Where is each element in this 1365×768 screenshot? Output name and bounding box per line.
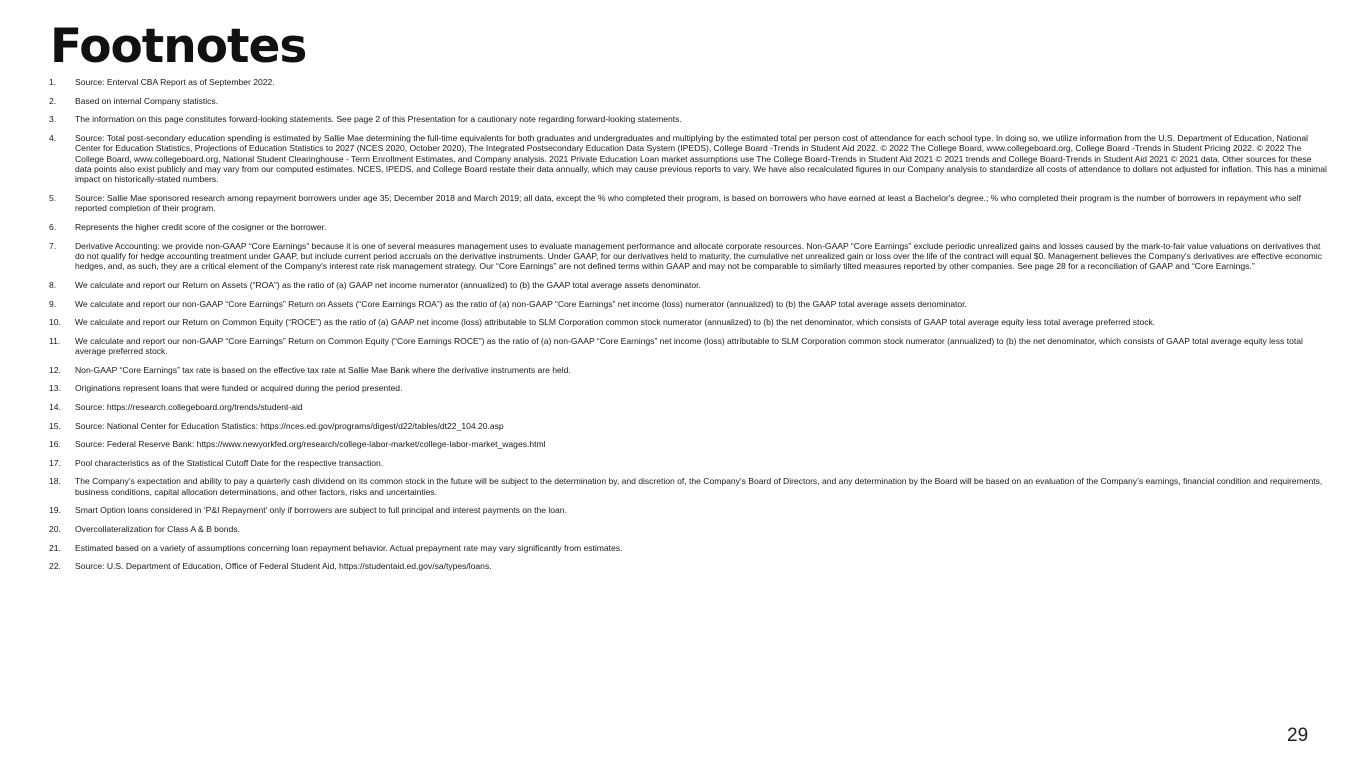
footnote-text: Originations represent loans that were funded or acquired during the period presented. xyxy=(75,383,403,394)
footnote-item xyxy=(49,439,1327,449)
footnote-number: 16. xyxy=(49,439,61,450)
footnote-item xyxy=(49,193,1327,214)
footnote-text: Based on internal Company statistics. xyxy=(75,95,219,106)
footnote-item xyxy=(49,402,1327,412)
footnote-number: 15. xyxy=(49,420,61,431)
footnote-text: We calculate and report our Return on Assets (“ROA”) as the ratio of (a) GAAP net income numerator (annualized) to (b) the GAAP total average assets denominator. xyxy=(75,280,701,290)
footnote-number: 9. xyxy=(49,298,57,309)
footnote-item xyxy=(49,222,1327,232)
footnote-text: We calculate and report our non-GAAP “Core Earnings” Return on Common Equity (“Core Earnings ROCE”) as the ratio of (a) non-GAAP “Core Earnings” net income (loss) attributable to SLM Corporation common stock numerator (annualized) to (b) the net denominator, which consists of GAAP total average equity less total average preferred stock. xyxy=(75,335,1303,357)
page-number: 29 xyxy=(1287,725,1309,746)
footnote-item xyxy=(49,77,1327,87)
page-title: Footnotes xyxy=(50,19,307,74)
footnote-item xyxy=(49,476,1327,497)
footnote-text: Source: Total post-secondary education spending is estimated by Sallie Mae determining the full-time equivalents for both graduates and undergraduates and multiplying by the estimated total per person cost of attendance for each school type. In doing so, we utilize information from the U.S. Department of Education, National Center for Education Statistics, Projections of Education Statistics to 2027 (NCES 2020, October 2020), The Integrated Postsecondary Education Data System (IPEDS), College Board -Trends in Student Aid 2022. © 2022 The College Board, www.collegeboard.org, College Board -Trends in Student Pricing 2022. © 2022 The College Board, www.collegeboard.org, National Student Clearinghouse - Term Enrollment Estimates, and Company analysis. 2021 Private Education Loan market assumptions use The College Board-Trends in Student Aid 2021 © 2021 trends and College Board-Trends in Student Aid 2021 © 2021 data. Other sources for these data points also exist publicly and may vary from our computed estimates. NCES, IPEDS, and College Board restate their data annually, which may cause previous reports to vary. We have also recalculated figures in our Company analysis to standardize all costs of attendance to dollars not adjusted for inflation. This has a minimal impact on historically-stated numbers. xyxy=(75,132,1327,185)
footnote-item xyxy=(49,336,1327,357)
footnote-item xyxy=(49,280,1327,290)
footnote-text: Non-GAAP “Core Earnings” tax rate is based on the effective tax rate at Sallie Mae Bank where the derivative instruments are held. xyxy=(75,364,571,375)
footnote-number: 5. xyxy=(49,193,57,203)
footnote-number: 17. xyxy=(49,457,61,468)
footnote-text: Source: National Center for Education Statistics: https://nces.ed.gov/programs/digest/d22/tables/dt22_104.20.asp xyxy=(75,420,504,431)
footnote-number: 8. xyxy=(49,280,57,290)
footnote-item xyxy=(49,421,1327,431)
footnote-text: Pool characteristics as of the Statistical Cutoff Date for the respective transaction. xyxy=(75,457,384,468)
footnote-item xyxy=(49,524,1327,534)
footnote-number: 13. xyxy=(49,383,61,394)
footnote-number: 7. xyxy=(49,240,57,251)
footnote-item xyxy=(49,241,1327,272)
footnote-text: Source: Sallie Mae sponsored research among repayment borrowers under age 35; December 2018 and March 2019; all data, except the % who completed their program, is based on borrowers who have earned at least a Bachelor's degree.; % who completed their program is the number of borrowers in repayment who self reported completion of their program. xyxy=(75,193,1302,214)
footnote-number: 20. xyxy=(49,523,61,534)
footnote-text: Source: Federal Reserve Bank: https://www.newyorkfed.org/research/college-labor-market/college-labor-market_wages.html xyxy=(75,439,546,450)
footnote-text: The information on this page constitutes forward-looking statements. See page 2 of this Presentation for a cautionary note regarding forward-looking statements. xyxy=(75,114,682,125)
footnote-text: Represents the higher credit score of the cosigner or the borrower. xyxy=(75,222,327,232)
footnote-item xyxy=(49,458,1327,468)
footnote-number: 11. xyxy=(49,335,61,346)
footnote-text: Estimated based on a variety of assumptions concerning loan repayment behavior. Actual prepayment rate may vary significantly from estimates. xyxy=(75,542,623,553)
footnote-text: We calculate and report our non-GAAP “Core Earnings” Return on Assets (“Core Earnings ROA”) as the ratio of (a) non-GAAP “Core Earnings” net income (loss) numerator (annualized) to (b) the GAAP total average assets denominator. xyxy=(75,298,967,309)
footnote-number: 2. xyxy=(49,95,57,106)
footnote-text: The Company’s expectation and ability to pay a quarterly cash dividend on its common stock in the future will be subject to the determination by, and discretion of, the Company’s Board of Directors, and any determination by the Board will be based on an evaluation of the Company’s earnings, financial condition and requirements, business conditions, capital allocation determinations, and other factors, risks and uncertainties. xyxy=(75,476,1323,497)
footnote-number: 6. xyxy=(49,222,57,232)
footnote-text: Source: U.S. Department of Education, Office of Federal Student Aid, https://studentaid.ed.gov/sa/types/loans. xyxy=(75,561,492,572)
footnote-item xyxy=(49,365,1327,375)
footnote-item xyxy=(49,383,1327,393)
footnote-item xyxy=(49,133,1327,185)
footnote-number: 10. xyxy=(49,317,61,328)
footnote-item xyxy=(49,505,1327,515)
footnote-number: 18. xyxy=(49,476,61,487)
footnote-text: Source: https://research.collegeboard.org/trends/student-aid xyxy=(75,401,303,412)
footnote-number: 14. xyxy=(49,401,61,412)
footnote-item xyxy=(49,114,1327,124)
footnote-item xyxy=(49,299,1327,309)
footnote-number: 12. xyxy=(49,364,61,375)
footnote-text: Derivative Accounting: we provide non-GAAP “Core Earnings” because it is one of several measures management uses to evaluate management performance and allocate corporate resources. Non-GAAP “Core Earnings” exclude periodic unrealized gains and losses caused by the mark-to-fair value valuations on derivatives that do not qualify for hedge accounting treatment under GAAP, but include current period accruals on the derivative instruments. Under GAAP, for our derivatives held to maturity, the cumulative net unrealized gain or loss over the life of the contract will equal $0. Management believes the Company's derivatives are effective economic hedges, and, as such, they are a critical element of the Company's interest rate risk management strategy. Our “Core Earnings” are not defined terms within GAAP and may not be comparable to similarly tilted measures reported by other companies. See page 28 for a reconciliation of GAAP and “Core Earnings.” xyxy=(75,240,1322,272)
footnote-number: 3. xyxy=(49,114,57,125)
footnotes-list xyxy=(49,77,1327,580)
footnote-number: 22. xyxy=(49,561,61,572)
footnote-text: Overcollateralization for Class A & B bonds. xyxy=(75,523,240,534)
footnote-text: We calculate and report our Return on Common Equity (“ROCE”) as the ratio of (a) GAAP net income (loss) attributable to SLM Corporation common stock numerator (annualized) to (b) the net denominator, which consists of GAAP total average equity less total average preferred stock. xyxy=(75,317,1156,328)
footnote-item xyxy=(49,317,1327,327)
footnote-item xyxy=(49,561,1327,571)
footnote-text: Smart Option loans considered in ‘P&I Repayment’ only if borrowers are subject to full principal and interest payments on the loan. xyxy=(75,505,567,516)
footnote-item xyxy=(49,96,1327,106)
footnote-number: 19. xyxy=(49,505,61,516)
footnote-number: 4. xyxy=(49,132,57,143)
footnote-number: 21. xyxy=(49,542,61,553)
footnote-text: Source: Enterval CBA Report as of September 2022. xyxy=(75,77,275,87)
footnote-item xyxy=(49,543,1327,553)
footnote-number: 1. xyxy=(49,77,57,87)
